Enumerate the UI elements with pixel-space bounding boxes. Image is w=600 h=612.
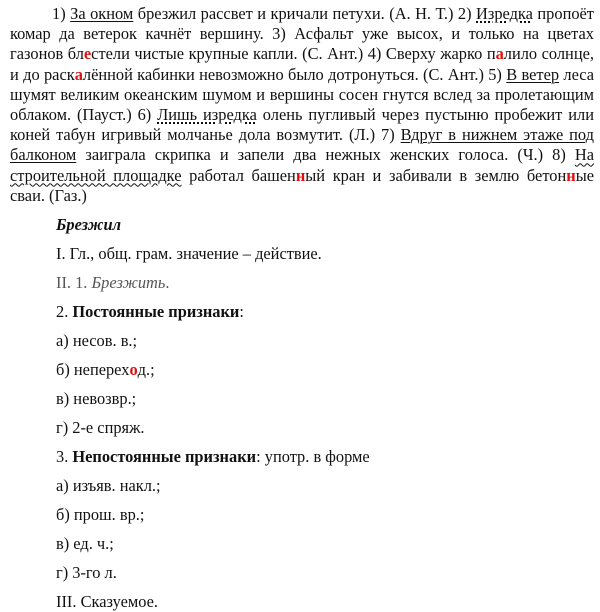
- analysis-point-iii: III. Сказуемое.: [56, 592, 159, 611]
- feature-tense: б) прош. вр.;: [56, 505, 145, 524]
- sentence-number: 1): [52, 4, 71, 23]
- highlighted-letter: н: [566, 165, 576, 185]
- underlined-adverbial: Вдруг в нижнем этаже под балконом: [10, 125, 594, 165]
- underlined-adverbial: За окном: [70, 4, 134, 23]
- feature-text: : употр. в форме: [256, 447, 370, 466]
- punctuation: :: [239, 302, 244, 321]
- sentence-text: пропоёт комар да ветерок качнёт вершину. 3) Асфальт уже высох, и только на цветах газонов бл: [10, 4, 594, 64]
- analysis-point-ii: [56, 273, 169, 293]
- section-label: Непостоянные признаки: [72, 447, 257, 466]
- feature-conjugation: г) 2-е спряж.: [56, 418, 145, 437]
- initial-form: Брезжить: [91, 273, 166, 292]
- feature-reflexivity: в) невозвр.;: [56, 389, 137, 408]
- underlined-adverbial: В ветер: [506, 64, 560, 84]
- underlined-adverbial: На строительной площадке: [10, 145, 594, 185]
- feature-text: д.;: [137, 360, 155, 379]
- analysis-heading: Брезжил: [56, 215, 121, 234]
- feature-mood: а) изъяв. накл.;: [56, 476, 161, 495]
- sentence-text: леса шумят великим океанским шумом и вершины сосен гнутся вслед за пролетающим облаком. (Пауст.) 6): [10, 64, 595, 125]
- underlined-adverbial: Лишь изредка: [157, 105, 257, 125]
- highlighted-letter: е: [83, 44, 92, 64]
- highlighted-letter: а: [495, 44, 504, 64]
- constant-features-heading: [56, 302, 244, 322]
- highlighted-letter: н: [295, 165, 306, 185]
- punctuation: .: [165, 273, 170, 292]
- underlined-adverbial: Изредка: [476, 4, 533, 23]
- sentence-text: лило солнце, и до раск: [10, 44, 594, 84]
- feature-text: б) неперех: [56, 360, 130, 379]
- point-number: II. 1.: [56, 273, 92, 292]
- analysis-point-i: I. Гл., общ. грам. значение – действие.: [56, 244, 322, 263]
- point-number: 2.: [56, 302, 73, 321]
- exercise-paragraph: [10, 4, 594, 206]
- point-number: 3.: [56, 447, 73, 466]
- highlighted-letter: о: [129, 360, 138, 379]
- feature-person: г) 3-го л.: [56, 563, 117, 582]
- highlighted-letter: а: [74, 64, 83, 84]
- sentence-text: олень пугливый через пустыню пробежит или коней табун игривый молчанье дола возмутит. (Л.) 7): [10, 105, 594, 145]
- sentence-text: лённой кабинки невозможно было дотронуться. (С. Ант.) 5): [82, 64, 507, 84]
- variable-features-heading: [56, 447, 370, 467]
- sentence-text: стели чистые крупные капли. (С. Ант.) 4) Сверху жарко п: [91, 44, 496, 64]
- feature-aspect: а) несов. в.;: [56, 331, 138, 350]
- sentence-text: ый кран и забивали в землю бетон: [305, 165, 567, 185]
- sentence-text: работал башен: [181, 165, 296, 185]
- sentence-text: заиграла скрипка и запели два нежных женских голоса. (Ч.) 8): [76, 145, 575, 165]
- sentence-text: ые сваи. (Газ.): [10, 165, 594, 205]
- feature-transitivity: [56, 360, 155, 380]
- section-label: Постоянные признаки: [72, 302, 240, 321]
- sentence-text: брезжил рассвет и кричали петухи. (А. Н. Т.) 2): [133, 4, 477, 23]
- feature-number: в) ед. ч.;: [56, 534, 114, 553]
